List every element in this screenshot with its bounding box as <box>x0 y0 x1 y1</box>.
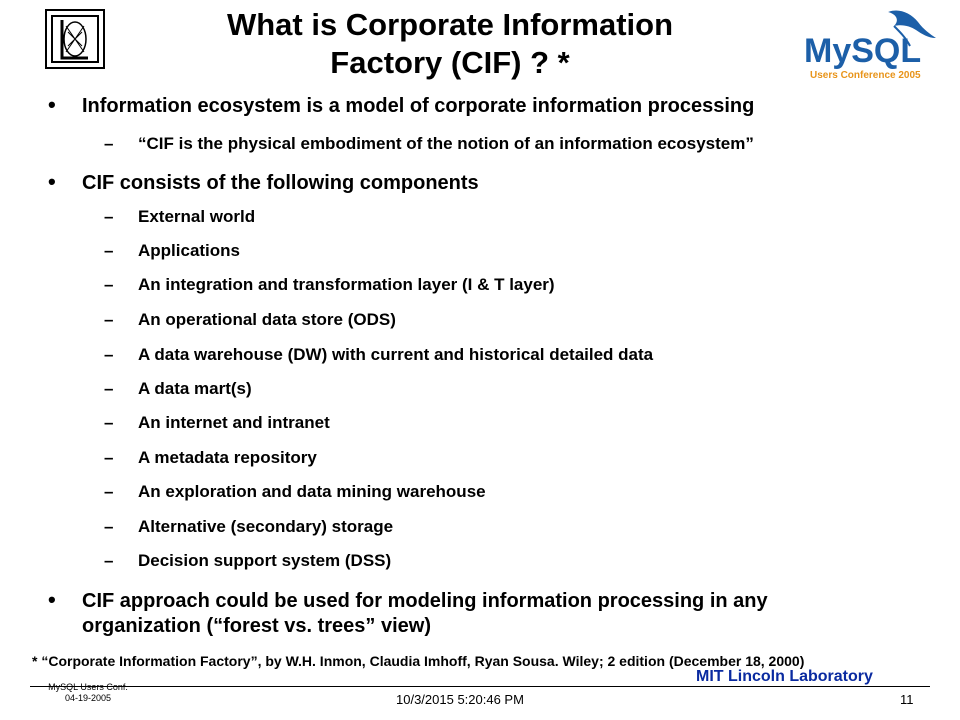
dash-glyph: – <box>104 134 114 153</box>
dash-glyph: – <box>104 310 114 329</box>
component-text: A data mart(s) <box>138 379 252 398</box>
dash-glyph: – <box>104 413 114 432</box>
component-text: An integration and transformation layer (I & T layer) <box>138 275 555 294</box>
bullet-text: CIF consists of the following components <box>82 172 479 194</box>
dash-glyph: – <box>104 448 114 467</box>
component-text: Applications <box>138 241 241 260</box>
footer-lab-name: MIT Lincoln Laboratory <box>696 668 873 685</box>
footer-conference-date: 04-19-2005 <box>64 693 112 703</box>
component-text: A metadata repository <box>138 448 317 467</box>
dash-glyph: – <box>104 275 114 294</box>
bullet-text: Information ecosystem is a model of corporate information processing <box>82 95 755 117</box>
component-text: A data warehouse (DW) with current and historical detailed data <box>138 345 654 364</box>
footer-conference <box>38 682 138 704</box>
footer-divider <box>30 686 930 687</box>
dash-glyph: – <box>104 517 114 536</box>
footnote: * “Corporate Information Factory”, by W.H. Inmon, Claudia Imhoff, Ryan Sousa. Wiley; 2 edition (December 18, 2000) <box>32 653 805 669</box>
component-text: Decision support system (DSS) <box>138 551 392 570</box>
component-text: An exploration and data mining warehouse <box>138 482 486 501</box>
component-text: An operational data store (ODS) <box>138 310 396 329</box>
bullet-text: CIF approach could be used for modeling information processing in any <box>82 590 768 612</box>
component-text: Alternative (secondary) storage <box>138 517 394 536</box>
bullet-glyph: • <box>48 92 56 117</box>
bullet-glyph: • <box>48 169 56 194</box>
dash-glyph: – <box>104 207 114 226</box>
dash-glyph: – <box>104 551 114 570</box>
component-text: External world <box>138 207 256 226</box>
page-title <box>140 6 760 82</box>
component-text: An internet and intranet <box>138 413 330 432</box>
footer-datetime: 10/3/2015 5:20:46 PM <box>396 692 524 707</box>
page-number: 11 <box>900 692 914 707</box>
footer-conference-name: MySQL Users Conf. <box>48 682 128 692</box>
mysql-subtitle: Users Conference 2005 <box>810 70 921 81</box>
title-line-2: Factory (CIF) ? * <box>330 45 570 80</box>
mysql-logo-icon <box>790 4 940 86</box>
title-line-1: What is Corporate Information <box>226 7 674 42</box>
sub-bullet-text: “CIF is the physical embodiment of the notion of an information ecosystem” <box>138 134 754 153</box>
dash-glyph: – <box>104 241 114 260</box>
bullet-glyph: • <box>48 587 56 612</box>
bullet-text: organization (“forest vs. trees” view) <box>82 615 431 637</box>
dash-glyph: – <box>104 379 114 398</box>
dash-glyph: – <box>104 482 114 501</box>
dash-glyph: – <box>104 345 114 364</box>
lincoln-lab-logo-icon <box>44 8 106 70</box>
mysql-wordmark: MySQL <box>804 32 922 70</box>
